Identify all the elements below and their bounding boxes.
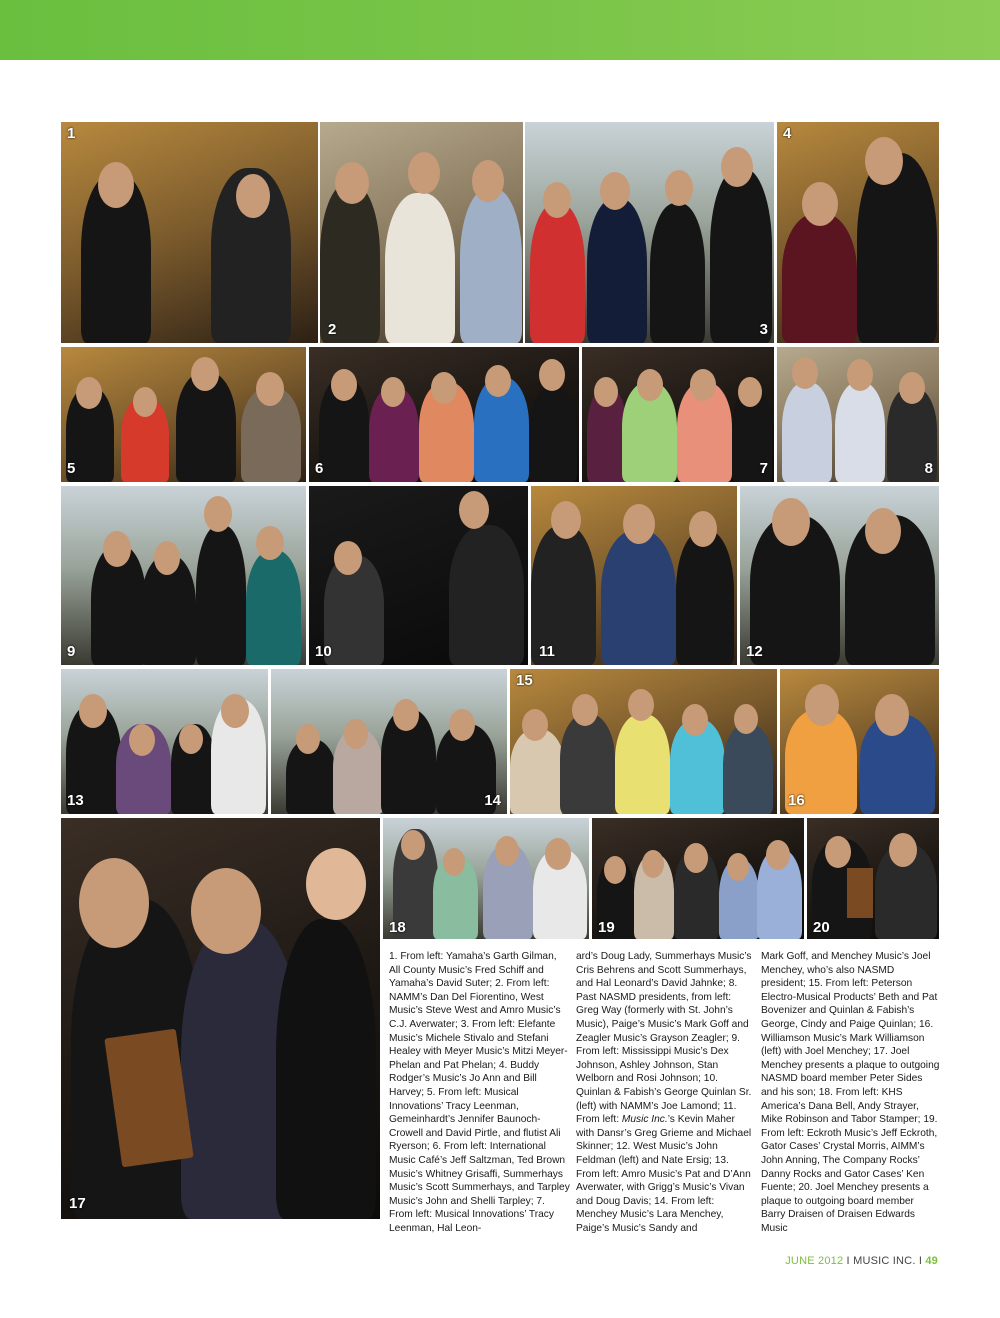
photo-number: 10 — [315, 643, 332, 660]
page-footer — [785, 1255, 938, 1267]
photo-15 — [510, 669, 777, 814]
photo-number: 14 — [484, 792, 501, 809]
photo-number: 11 — [539, 643, 555, 660]
caption-column-1: 1. From left: Yamaha’s Garth Gilman, All County Music’s Fred Schiff and Yamaha’s David Suter; 2. From left: NAMM’s Dan Del Fiorentino, West Music’s Steve West and Amro Music’s C.J. Averwater; 3. From left: Elefante Music’s Michele Stivalo and Stefani Healey with Meyer Music’s Mitzi Meyer-Phelan and Pat Phelan; 4. Buddy Rodger’s Music’s Jo Ann and Bill Harvey; 5. From left: Musical Innovations’ Tracy Leenman, Gemeinhardt’s Jennifer Baunoch-Crowell and David Pirtle, and flutist Ali Ryerson; 6. From left: International Music Café’s Jeff Saltzman, Ted Brown Music’s Whitney Grisaffi, Summerhays Music’s Scott Summerhays, and Tarpley Music’s John and Shelli Tarpley; 7. From left: Musical Innovations’ Tracy Leenman, Hal Leon- — [389, 951, 570, 1234]
photo-number: 3 — [759, 321, 768, 338]
photo-8 — [777, 347, 939, 482]
photo-number: 9 — [67, 643, 76, 660]
photo-number: 5 — [67, 460, 76, 477]
photo-14 — [271, 669, 507, 814]
photo-number: 12 — [746, 643, 763, 660]
photo-17 — [61, 818, 380, 1219]
photo-number: 15 — [516, 672, 533, 689]
photo-7 — [582, 347, 774, 482]
photo-number: 8 — [924, 460, 933, 477]
photo-number: 17 — [69, 1195, 86, 1212]
photo-number: 20 — [813, 919, 830, 936]
photo-number: 18 — [389, 919, 406, 936]
photo-number: 6 — [315, 460, 324, 477]
separator: I — [915, 1255, 926, 1267]
photo-number: 7 — [759, 460, 768, 477]
photo-9 — [61, 486, 306, 665]
photo-5 — [61, 347, 306, 482]
magazine-name-italic: Music Inc. — [621, 1114, 668, 1126]
caption-text: ’s Kevin Maher with Dansr’s Greg Grieme and Michael Skinner; 12. West Music’s John Feldman (left) and Nate Ersig; 13. From left: Amro Music’s Pat and D’Ann Averwater, with Grigg’s Music’s Vivan and Doug Davis; 14. From left: Menchey Music’s Lara Menchey, Paige’s Music’s Sandy and — [576, 1114, 752, 1234]
photo-4 — [777, 122, 939, 343]
photo-13 — [61, 669, 268, 814]
caption-text: ard’s Doug Lady, Summerhays Music’s Cris Behrens and Scott Summerhays, and Hal Leonard’s David Jahnke; 8. Past NASMD presidents, from left: Greg Way (formerly with St. John’s Music), Paige’s Music’s Mark Goff and Zeagler Music’s Grayson Zeagler; 9. From left: Mississippi Music’s Dex Johnson, Ashley Johnson, Stan Welborn and Rosi Johnson; 10. Quinlan & Fabish’s George Quinlan Sr. (left) with NAMM’s Joe Lamond; 11. From left: — [576, 951, 752, 1126]
photo-number: 1 — [67, 125, 76, 142]
separator: I — [843, 1255, 854, 1267]
photo-number: 13 — [67, 792, 84, 809]
photo-number: 4 — [783, 125, 792, 142]
photo-16 — [780, 669, 939, 814]
photo-10 — [309, 486, 528, 665]
header-color-band — [0, 0, 1000, 60]
photo-6 — [309, 347, 579, 482]
issue-date: JUNE 2012 — [785, 1255, 844, 1267]
photo-20 — [807, 818, 939, 939]
photo-number: 2 — [328, 321, 337, 338]
photo-number: 16 — [788, 792, 805, 809]
photo-number: 19 — [598, 919, 615, 936]
photo-12 — [740, 486, 939, 665]
photo-2 — [320, 122, 523, 343]
photo-1 — [61, 122, 318, 343]
photo-18 — [383, 818, 589, 939]
page-number: 49 — [925, 1255, 938, 1267]
caption-column-3: Mark Goff, and Menchey Music’s Joel Menchey, who’s also NASMD president; 15. From left: Peterson Electro-Musical Products’ Beth and Pat Bovenizer and Quinlan & Fabish’s George, Cindy and Paige Quinlan; 16. Williamson Music’s Mark Williamson (left) with Joel Menchey; 17. Joel Menchey presents a plaque to outgoing NASMD board member Peter Sides and his son; 18. From left: KHS America’s Dana Bell, Andy Strayer, Mike Robinson and Tabor Stamper; 19. From left: Eckroth Music’s Jeff Eckroth, Gator Cases’ Crystal Morris, AIMM’s John Anning, The Company Rocks’ Danny Rocks and Gator Cases’ Ken Fuente; 20. Joel Menchey presents a plaque to outgoing board member Barry Draisen of Draisen Edwards Music — [761, 951, 940, 1234]
magazine-title: MUSIC INC. — [853, 1255, 916, 1267]
caption-column-2 — [576, 950, 754, 1234]
photo-3 — [525, 122, 774, 343]
photo-19 — [592, 818, 804, 939]
photo-11 — [531, 486, 737, 665]
